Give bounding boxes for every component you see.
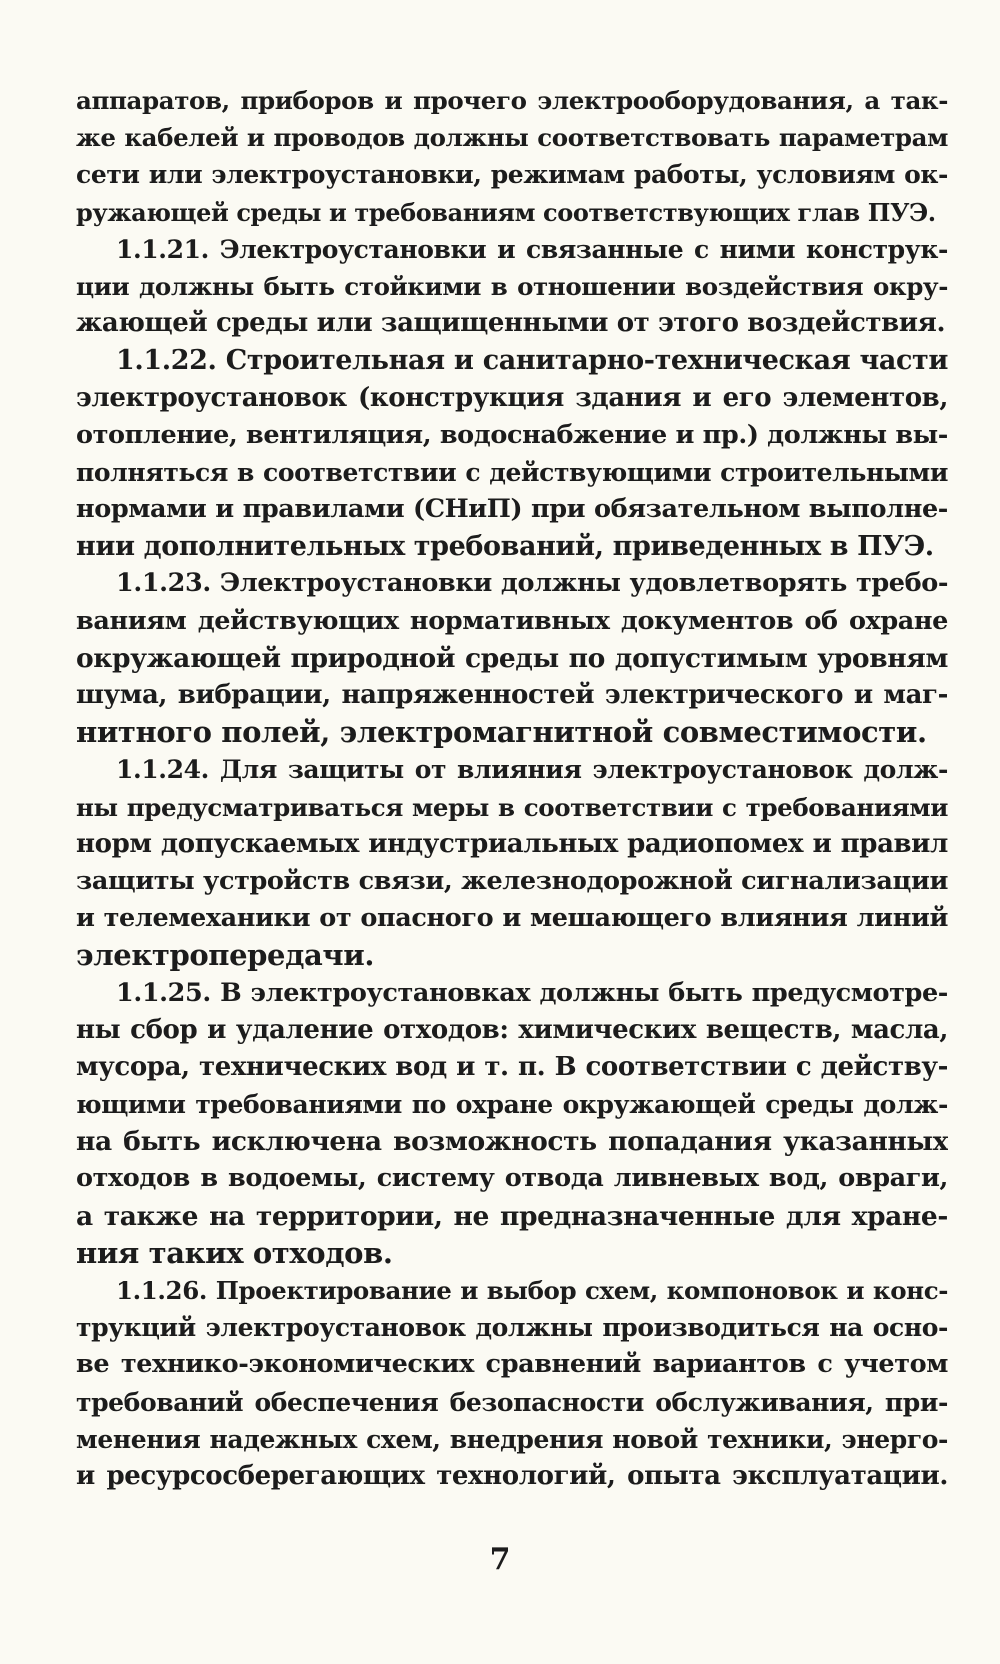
text-line: ве технико-экономических сравнений вариантов с учетом (76, 1349, 948, 1380)
text-line: норм допускаемых индустриальных радиопомех и правил (76, 828, 948, 859)
text-line: защиты устройств связи, железнодорожной сигнализации (76, 865, 948, 896)
text-line: сети или электроустановки, режимам работы, условиям ок- (76, 160, 948, 190)
paragraph (76, 751, 948, 974)
text-line: жающей среды или защищенными от этого воздействия. (76, 308, 946, 339)
text-line: на быть исключена возможность попадания указанных (76, 1126, 948, 1158)
text-line: 1.1.23. Электроустановки должны удовлетворять требо- (116, 568, 948, 599)
text-line: шума, вибрации, напряженностей электрического и маг- (76, 680, 948, 710)
text-line: и телемеханики от опасного и мешающего влияния линий (76, 903, 948, 934)
text-line: ны предусматриваться меры в соответствии с требованиями (76, 792, 948, 822)
text-line: 1.1.25. В электроустановках должны быть предусмотре- (116, 977, 948, 1008)
body-text (76, 82, 948, 1495)
text-line: ния таких отходов. (76, 1235, 393, 1270)
text-line: аппаратов, приборов и прочего электрооборудования, а так- (76, 86, 948, 115)
paragraph (76, 975, 948, 1273)
text-line: 1.1.21. Электроустановки и связанные с ними конструк- (116, 234, 948, 264)
text-line: 1.1.26. Проектирование и выбор схем, компоновок и конс- (116, 1276, 948, 1305)
paragraph (76, 342, 948, 565)
text-line: нитного полей, электромагнитной совместимости. (76, 715, 927, 750)
text-line: 1.1.24. Для защиты от влияния электроустановок долж- (116, 755, 948, 785)
text-line: нии дополнительных требований, приведенных в ПУЭ. (76, 531, 934, 563)
text-line: менения надежных схем, внедрения новой техники, энерго- (76, 1424, 948, 1454)
text-line: мусора, технических вод и т. п. В соответствии с действу- (76, 1051, 948, 1082)
text-line: и ресурсосберегающих технологий, опыта эксплуатации. (76, 1460, 948, 1491)
paragraph (76, 231, 948, 343)
text-line: отходов в водоемы, систему отвода ливневых вод, овраги, (76, 1163, 948, 1194)
paragraph (76, 1272, 948, 1495)
text-line: требований обеспечения безопасности обслуживания, при- (76, 1387, 948, 1417)
text-line: нормами и правилами (СНиП) при обязательном выполне- (76, 494, 948, 525)
text-line: 1.1.22. Строительная и санитарно-техническая части (116, 345, 948, 377)
text-line: же кабелей и проводов должны соответствовать параметрам (76, 123, 948, 153)
paragraph (76, 565, 948, 751)
text-line: ющими требованиями по охране окружающей среды долж- (76, 1090, 948, 1120)
text-line: окружающей природной среды по допустимым уровням (76, 642, 948, 674)
paragraph (76, 82, 948, 231)
text-line: ны сбор и удаление отходов: химических веществ, масла, (76, 1014, 948, 1045)
text-line: ружающей среды и требованиям соответствующих глав ПУЭ. (76, 197, 936, 227)
text-line: а также на территории, не предназначенные для хране- (76, 1200, 948, 1232)
text-line: ции должны быть стойкими в отношении воздействия окру- (76, 271, 948, 301)
text-line: ваниям действующих нормативных документов об охране (76, 605, 948, 636)
text-line: отопление, вентиляция, водоснабжение и пр.) должны вы- (76, 419, 948, 450)
page-number: 7 (489, 1542, 511, 1577)
text-line: электроустановок (конструкция здания и его элементов, (76, 382, 948, 413)
text-line: электропередачи. (76, 938, 375, 973)
text-line: трукций электроустановок должны производиться на осно- (76, 1313, 948, 1343)
text-line: полняться в соответствии с действующими строительными (76, 457, 948, 487)
